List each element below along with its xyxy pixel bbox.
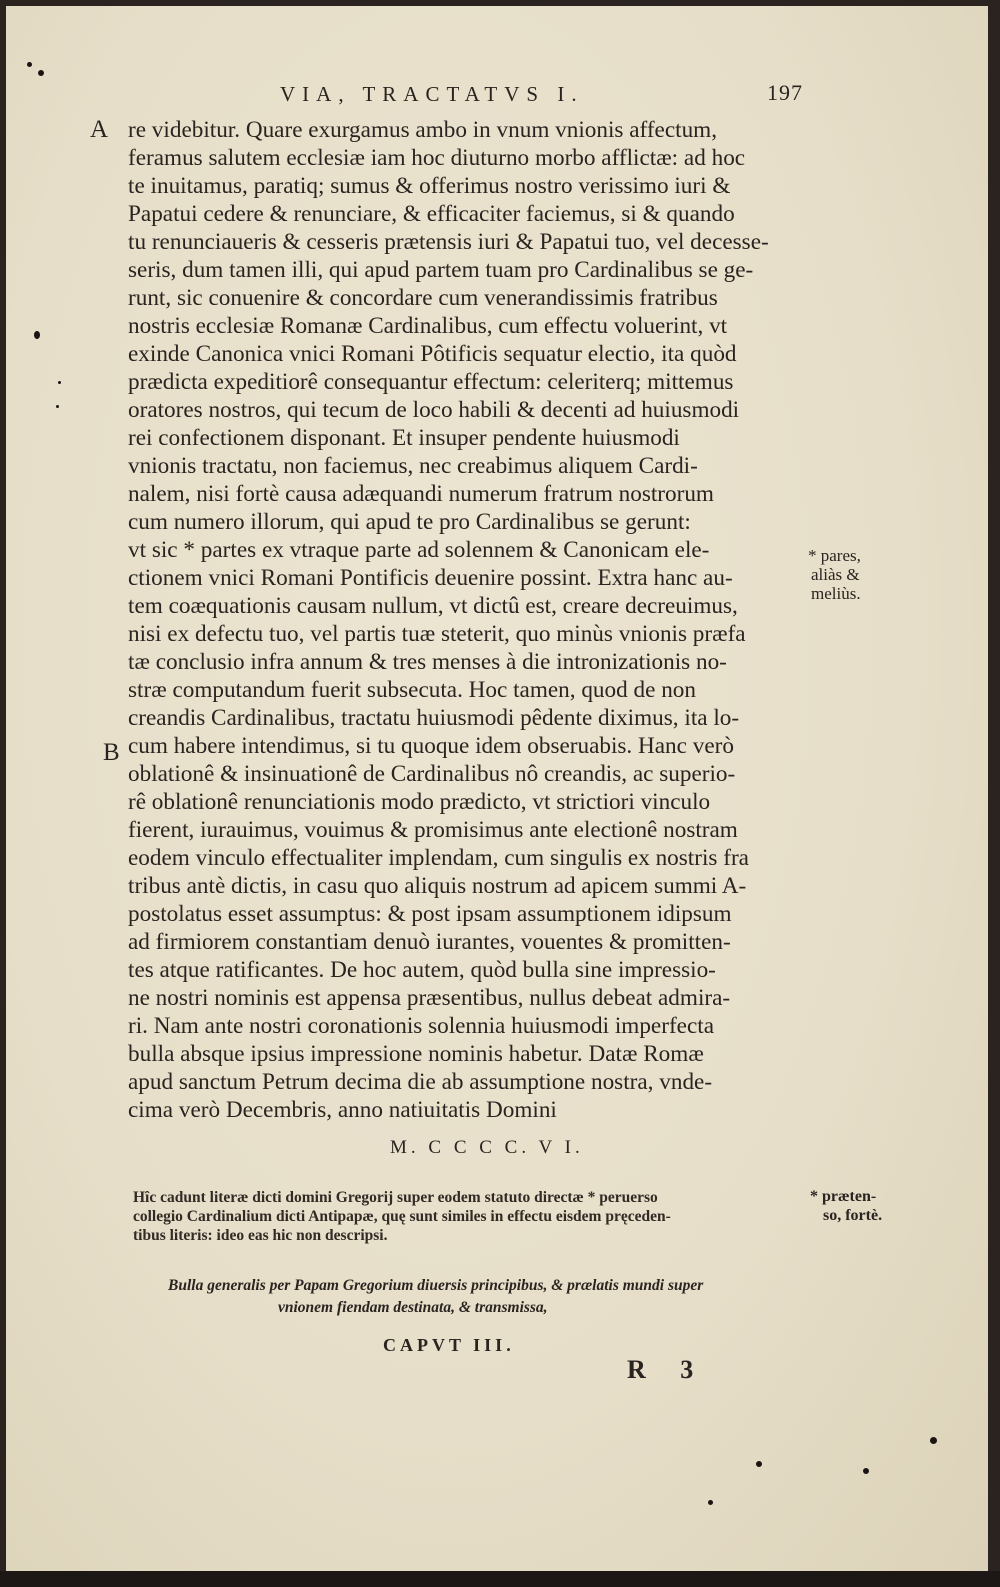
main-text-block bbox=[128, 116, 808, 1124]
text-line: rê oblationê renunciationis modo prædicto, vt strictiori vinculo bbox=[128, 789, 711, 815]
text-line: vt sic * partes ex vtraque parte ad solennem & Canonicam ele- bbox=[128, 537, 710, 563]
margin-note-line: so, fortè. bbox=[823, 1207, 883, 1224]
margin-note-praetenso bbox=[810, 1187, 882, 1225]
text-line: tu renunciaueris & cesseris prætensis iuri & Papatui tuo, vel decesse- bbox=[128, 229, 769, 255]
margin-note-line: * pares, bbox=[808, 546, 861, 565]
bulla-title-line: vnionem fiendam destinata, & transmissa, bbox=[278, 1299, 548, 1316]
ink-speck bbox=[38, 70, 44, 76]
text-line: ad firmiorem constantiam denuò iurantes, vouentes & promitten- bbox=[128, 929, 731, 955]
ink-speck bbox=[34, 331, 40, 339]
text-line: te inuitamus, paratiq; sumus & offerimus nostro verissimo iuri & bbox=[128, 173, 731, 199]
text-line: oratores nostros, qui tecum de loco habili & decenti ad huiusmodi bbox=[128, 397, 740, 423]
text-line: tæ conclusio infra annum & tres menses à die intronizationis no- bbox=[128, 649, 727, 675]
text-line: oblationê & insinuationê de Cardinalibus nô creandis, ac superio- bbox=[128, 761, 736, 787]
running-title: VIA, TRACTATVS I. bbox=[280, 82, 584, 106]
text-line: cum habere intendimus, si tu quoque idem obseruabis. Hanc verò bbox=[128, 733, 734, 759]
text-line: rei confectionem disponant. Et insuper pendente huiusmodi bbox=[128, 425, 680, 451]
text-line: Papatui cedere & renunciare, & efficaciter faciemus, si & quando bbox=[128, 201, 735, 227]
ink-speck bbox=[756, 1461, 762, 1467]
note-line: tibus literis: ideo eas hic non descripsi. bbox=[133, 1227, 388, 1244]
text-line: creandis Cardinalibus, tractatu huiusmodi pêdente diximus, ita lo- bbox=[128, 705, 740, 731]
ink-speck bbox=[56, 405, 59, 408]
text-line: fierent, iurauimus, vouimus & promisimus ante electionê nostram bbox=[128, 817, 738, 843]
text-line: vnionis tractatu, non faciemus, nec creabimus aliquem Cardi- bbox=[128, 453, 698, 479]
text-line: runt, sic conuenire & concordare cum venerandissimis fratribus bbox=[128, 285, 718, 311]
scan-border bbox=[0, 1571, 1000, 1587]
text-line: nostris ecclesiæ Romanæ Cardinalibus, cum effectu voluerint, vt bbox=[128, 313, 728, 339]
text-line: nisi ex defectu tuo, vel partis tuæ steterit, quo minùs vnionis præfa bbox=[128, 621, 746, 647]
signature-mark: R 3 bbox=[627, 1355, 708, 1384]
text-line: bulla absque ipsius impressione nominis habetur. Datæ Romæ bbox=[128, 1041, 704, 1067]
text-line: cum numero illorum, qui apud te pro Cardinalibus se gerunt: bbox=[128, 509, 691, 535]
note-line: Hîc cadunt literæ dicti domini Gregorij super eodem statuto directæ * peruerso bbox=[133, 1189, 658, 1206]
section-letter-a: A bbox=[90, 116, 109, 143]
bulla-title-line: Bulla generalis per Papam Gregorium diuersis principibus, & prælatis mundi super bbox=[168, 1277, 704, 1294]
page-number: 197 bbox=[767, 80, 803, 105]
margin-note-pares bbox=[808, 546, 861, 603]
text-line: ne nostri nominis est appensa præsentibus, nullus debeat admira- bbox=[128, 985, 731, 1011]
text-line: ctionem vnici Romani Pontificis deuenire possint. Extra hanc au- bbox=[128, 565, 733, 591]
text-line: apud sanctum Petrum decima die ab assumptione nostra, vnde- bbox=[128, 1069, 713, 1095]
ink-speck bbox=[27, 62, 32, 67]
text-line: postolatus esset assumptus: & post ipsam assumptionem idipsum bbox=[128, 901, 732, 927]
bulla-title bbox=[168, 1275, 808, 1319]
text-line: feramus salutem ecclesiæ iam hoc diuturno morbo afflictæ: ad hoc bbox=[128, 145, 746, 171]
text-line: eodem vinculo effectualiter implendam, cum singulis ex nostris fra bbox=[128, 845, 749, 871]
ink-speck bbox=[863, 1468, 869, 1474]
text-line: stræ computandum fuerit subsecuta. Hoc tamen, quod de non bbox=[128, 677, 696, 703]
running-header bbox=[280, 82, 820, 107]
text-line: tem coæquationis causam nullum, vt dictû est, creare decreuimus, bbox=[128, 593, 738, 619]
text-line: nalem, nisi fortè causa adæquandi numerum fratrum nostrorum bbox=[128, 481, 714, 507]
text-line: tribus antè dictis, in casu quo aliquis nostrum ad apicem summi A- bbox=[128, 873, 747, 899]
text-line: exinde Canonica vnici Romani Pôtificis sequatur electio, ita quòd bbox=[128, 341, 737, 367]
note-line: collegio Cardinalium dicti Antipapæ, quę sunt similes in effectu eisdem pręceden- bbox=[133, 1208, 671, 1225]
ink-speck bbox=[708, 1500, 713, 1505]
text-line: re videbitur. Quare exurgamus ambo in vnum vnionis affectum, bbox=[128, 117, 718, 143]
text-line: cima verò Decembris, anno natiuitatis Domini bbox=[128, 1097, 557, 1123]
chapter-heading: CAPVT III. bbox=[383, 1335, 515, 1355]
section-letter-b: B bbox=[103, 739, 120, 766]
text-line: tes atque ratificantes. De hoc autem, quòd bulla sine impressio- bbox=[128, 957, 716, 983]
ink-speck bbox=[58, 381, 61, 384]
margin-note-line: * præten- bbox=[810, 1188, 877, 1205]
text-line: ri. Nam ante nostri coronationis solennia huiusmodi imperfecta bbox=[128, 1013, 714, 1039]
text-line: prædicta expeditiorê consequantur effectum: celeriterq; mittemus bbox=[128, 369, 734, 395]
text-line: seris, dum tamen illi, qui apud partem tuam pro Cardinalibus se ge- bbox=[128, 257, 754, 283]
editorial-note bbox=[133, 1188, 813, 1245]
margin-note-line: aliàs & bbox=[811, 565, 860, 584]
ink-speck bbox=[930, 1437, 937, 1444]
date-line: M. C C C C. V I. bbox=[390, 1137, 584, 1158]
margin-note-line: meliùs. bbox=[811, 584, 861, 603]
